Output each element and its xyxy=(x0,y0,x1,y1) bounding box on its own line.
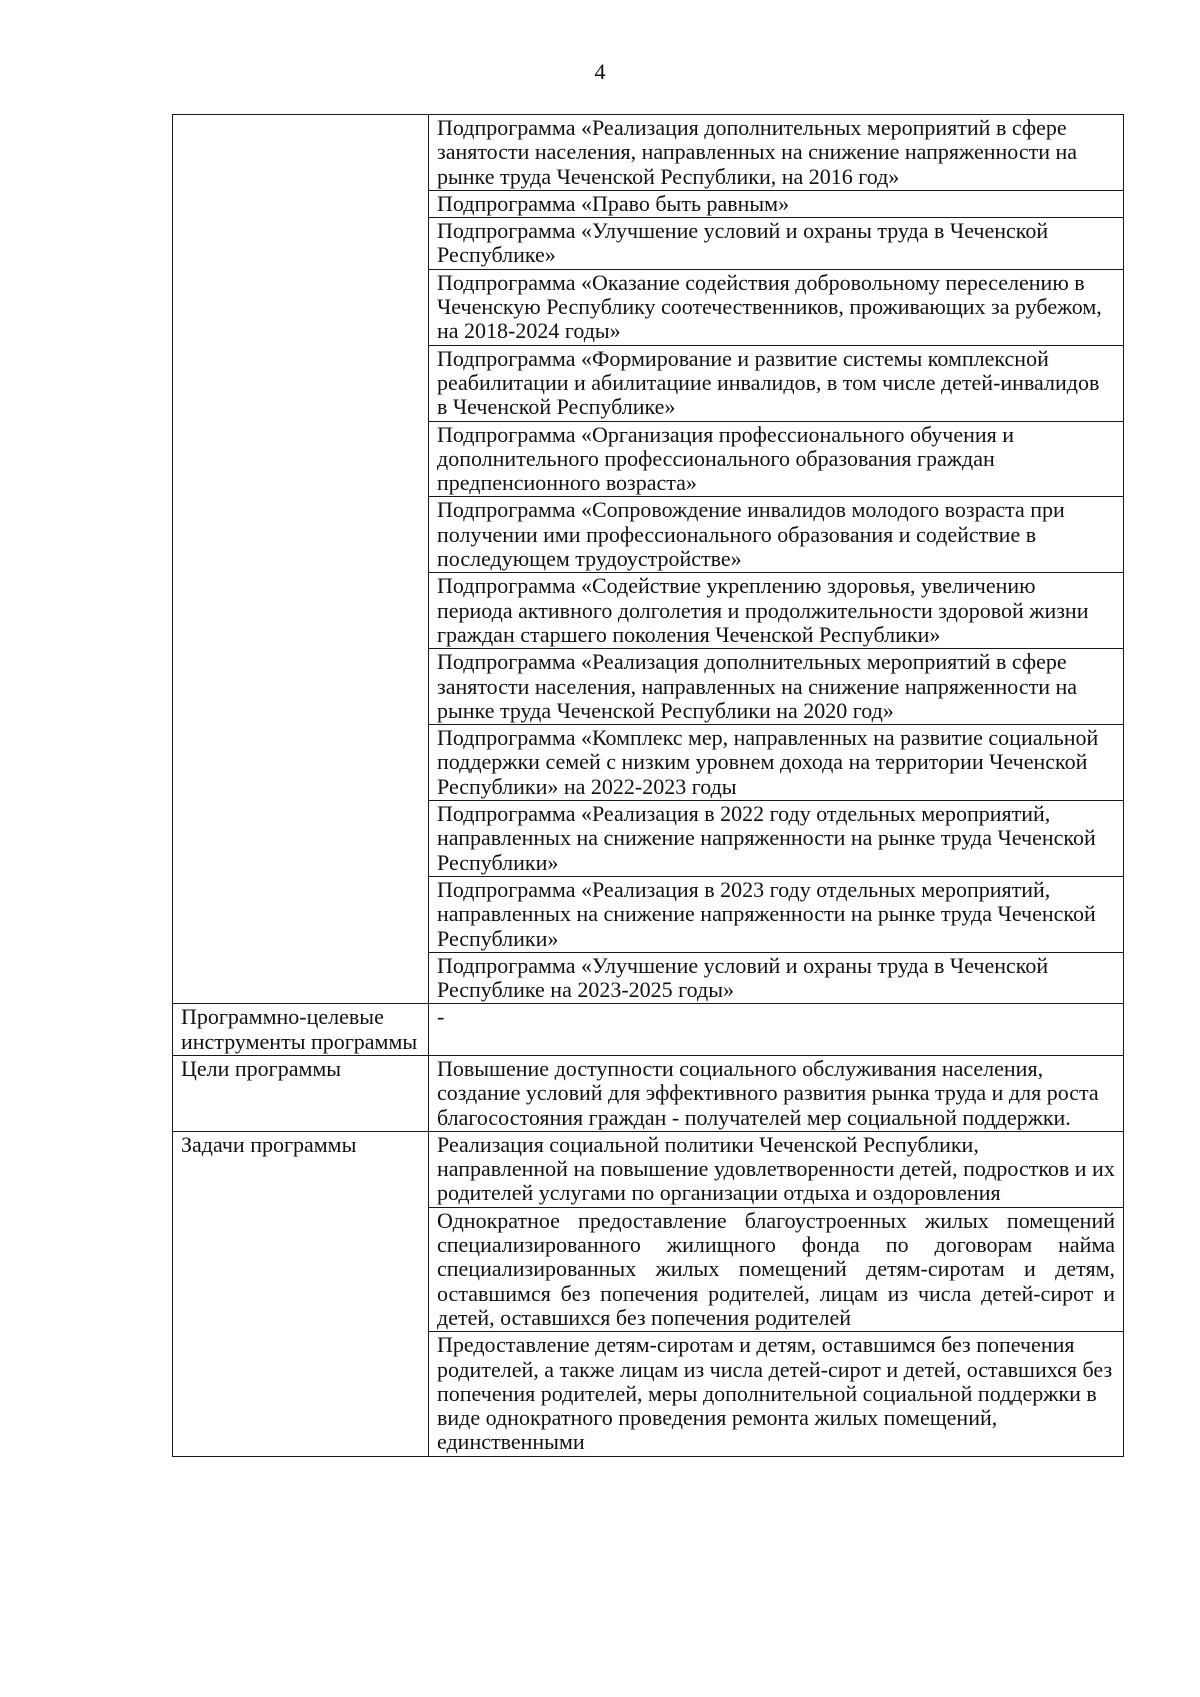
instruments-label: Программно-целевые инструменты программы xyxy=(173,1004,429,1056)
subprogram-item: Подпрограмма «Реализация в 2023 году отдельных мероприятий, направленных на снижение напряженности на рынке труда Чеченской Республики» xyxy=(429,876,1124,952)
subprograms-label-cell xyxy=(173,115,429,1004)
subprogram-item: Подпрограмма «Право быть равным» xyxy=(429,190,1124,217)
task-item: Реализация социальной политики Чеченской Республики, направленной на повышение удовлетворенности детей, подростков и их родителей услугами по организации отдыха и оздоровления xyxy=(429,1131,1124,1207)
goals-value: Повышение доступности социального обслуживания населения, создание условий для эффективного развития рынка труда и для роста благосостояния граждан - получателей мер социальной поддержки. xyxy=(429,1055,1124,1131)
instruments-value: - xyxy=(429,1004,1124,1056)
subprogram-item: Подпрограмма «Реализация дополнительных мероприятий в сфере занятости населения, направленных на снижение напряженности на рынке труда Чеченской Республики, на 2016 год» xyxy=(429,115,1124,191)
program-passport-table xyxy=(172,114,1124,1457)
subprogram-item: Подпрограмма «Организация профессионального обучения и дополнительного профессионального образования граждан предпенсионного возраста» xyxy=(429,421,1124,497)
goals-label: Цели программы xyxy=(173,1055,429,1131)
subprogram-item: Подпрограмма «Реализация в 2022 году отдельных мероприятий, направленных на снижение напряженности на рынке труда Чеченской Республики» xyxy=(429,801,1124,877)
tasks-label: Задачи программы xyxy=(173,1131,429,1456)
tasks-row xyxy=(173,1131,1124,1207)
subprogram-item: Подпрограмма «Улучшение условий и охраны труда в Чеченской Республике» xyxy=(429,218,1124,270)
task-item: Предоставление детям-сиротам и детям, оставшимся без попечения родителей, а также лицам из числа детей-сирот и детей, оставшихся без попечения родителей, меры дополнительной социальной поддержки в виде однократного проведения ремонта жилых помещений, единственными xyxy=(429,1332,1124,1456)
goals-row xyxy=(173,1055,1124,1131)
page-number: 4 xyxy=(594,59,606,84)
subprogram-item: Подпрограмма «Комплекс мер, направленных на развитие социальной поддержки семей с низким уровнем дохода на территории Чеченской Республики» на 2022-2023 годы xyxy=(429,725,1124,801)
subprogram-item: Подпрограмма «Улучшение условий и охраны труда в Чеченской Республике на 2023-2025 годы» xyxy=(429,952,1124,1004)
subprogram-item: Подпрограмма «Формирование и развитие системы комплексной реабилитации и абилитациие инвалидов, в том числе детей-инвалидов в Чеченской Республике» xyxy=(429,345,1124,421)
task-item: Однократное предоставление благоустроенных жилых помещений специализированного жилищного фонда по договорам найма специализированных жилых помещений детям-сиротам и детям, оставшимся без попечения родителей, лицам из числа детей-сирот и детей, оставшихся без попечения родителей xyxy=(429,1207,1124,1331)
subprogram-item: Подпрограмма «Содействие укреплению здоровья, увеличению периода активного долголетия и продолжительности здоровой жизни граждан старшего поколения Чеченской Республики» xyxy=(429,573,1124,649)
subprogram-item: Подпрограмма «Реализация дополнительных мероприятий в сфере занятости населения, направленных на снижение напряженности на рынке труда Чеченской Республики на 2020 год» xyxy=(429,649,1124,725)
subprogram-item: Подпрограмма «Оказание содействия добровольному переселению в Чеченскую Республику соотечественников, проживающих за рубежом, на 2018-2024 годы» xyxy=(429,269,1124,345)
instruments-row xyxy=(173,1004,1124,1056)
subprogram-item: Подпрограмма «Сопровождение инвалидов молодого возраста при получении ими профессионального образования и содействие в последующем трудоустройстве» xyxy=(429,497,1124,573)
subprogram-row xyxy=(173,115,1124,191)
